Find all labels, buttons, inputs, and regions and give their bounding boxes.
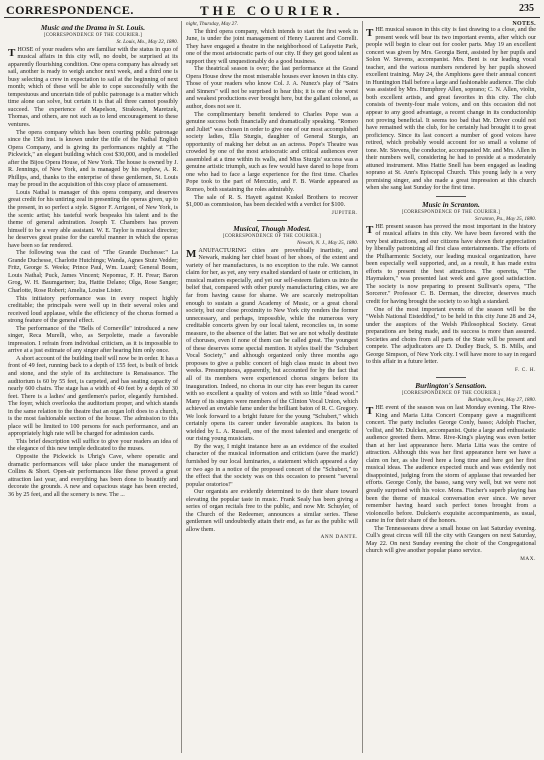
signature: JUPITER. — [331, 209, 358, 216]
article-title: Music in Scranton. — [422, 200, 480, 210]
article-subtitle: [CORRESPONDENCE OF THE COURIER.] — [43, 33, 143, 38]
article-dateline: Scranton, Pa., May 25, 1880. — [475, 216, 536, 223]
article-subtitle: [CORRESPONDENCE OF THE COURIER.] — [401, 391, 501, 397]
drop-cap: T — [8, 46, 16, 59]
signature: ANN DANTE. — [320, 534, 358, 541]
paragraph: MANUFACTURING cities are proverbially inartistic, and Newark, making her chief boast of her shoes, of the extent and variety of her manufactures, is no exception to the rule. We cannot claim for her, as yet, any very exalted standard of taste or criticism, in musical matters especially, and yet our self-esteem flatters us into the belief that, compared with other purely manufacturing cities, we are far from having cause for shame. We are scarcely metropolitan enough to sustain a grand Academy of Music, or a great choral society, but our close proximity to New York city renders the former unnecessary, and perhaps, impossible, while the numerous very creditable concerts given by our local talent, reconciles us, in some measure, to the absence of the latter. But we are not wholly destitute of choruses, even if none of them can be called great. The youngest of these deserves some special mention. It styles itself the "Schubert Vocal Society," and although organized only three months ago proposes to give a public concert of high class music in about two weeks. Presumptuous, apparently, but accounted for by the fact that all of its members were experienced chorus singers before its inauguration. Indeed, no chorus in our city has ever begun its career with so excellent a quality of voices and with so little "dead wood." Many of its singers were members of the Clinton Vocal Union, which achieved an enviable fame under the brilliant baton of R. C. Gregory. We look forward to a bright future for the young "Schubert," which certainly opens its career under favorable auspices. Its baton is wielded by L. A. Russell, one of the most talented and energetic of our rising young musicians. — [186, 247, 358, 443]
drop-cap: T — [366, 223, 374, 236]
drop-cap: T — [366, 27, 374, 39]
divider — [257, 220, 287, 221]
article-title: Music and the Drama in St. Louis. — [40, 23, 146, 32]
article-subtitle: [CORRESPONDENCE OF THE COURIER.] — [401, 210, 501, 216]
paragraph: One of the most important events of the season will be the "Welsh National Eisteddfod," to be held in this city June 28 and 24, under the auspices of the Welsh Philosophical Society. Great preparations are being made, and its success is more than assured. Societies and choirs from all parts of the State will be present and compete. The adjudicators are D. Dudley Buck, S. B. Mills, and George Simpson, of New York city. I will have more to say in regard to this affair in a future letter. — [366, 306, 536, 366]
column-right — [366, 21, 536, 757]
column-middle — [186, 21, 358, 757]
paragraph: The opera company which has been courting public patronage since the 15th inst. is known under the title of the Nathal English Opera Company, and is giving its performances nightly at "The Pickwick," an elegant building which cost $30,000, and is modelled after the Bijou Opera House, of New York. The house is owned by J. R. Jennings, of New York, and is managed by his nephew, A. R. Phillips, and, thanks to the enterprise of these gentlemen, St. Louis may be proud in the acquisition of this cosy place of amusement. — [8, 129, 178, 189]
paragraph: THE event of the season was on last Monday evening. The Rive-King and Maria Litta Concert Company gave a magnificent concert. The party includes George Conly, basso; Adolph Fischer, 'cellist, and Mr. Dulcken, accompanist. Quite a large and enthusiastic audience greeted them. Mme. Rive-King's playing was even better than at her last appearance here. Maria Litta was the centre of attraction. Although this was her first appearance here we have a claim on her, as she lived here a long time and here got her first musical ideas. The audience expected much and was evidently not disappointed, judging from the storm of applause that rewarded her efforts. George Conly, the basso, sang very well, but we were not greatly surprised with his voice. Mons. Fischer's superb playing has been the theme of musical conversation ever since. We never remember having heard such perfect tones brought from a violoncello before. Dulcken's exquisite accompaniments, as usual, came in for their share of the honors. — [366, 404, 536, 525]
paragraph: The theatrical season is over; the last performance at the Grand Opera House drew the most miserable houses ever known in this city. Those of your readers who know Col. J. A. Nunez's play of "Sairs and Sinners" will not be surprised to hear this; it is one of the worst and weakest productions ever brought here, but the gallant colonel, as author, does not see it. — [186, 66, 358, 110]
paragraph: The sale of R. S. Hayett against Kuskel Brothers to recover $1,000 as commission, has been decided with a verdict for $100. — [186, 194, 358, 209]
page-number: 235 — [519, 3, 534, 14]
column-left — [8, 21, 178, 757]
article-dateline: St. Louis, Mo., May 22, 1880. — [116, 39, 178, 45]
paragraph: The following was the cast of "The Grande Duchesse:" La Grande Duchesse, Charlotte Hutchings; Wanda, Agnes Stutz Vedder; Fritz, George S. Weeks; Prince Paul, Wm. Luard; General Boum, Louis Nathal; Puck, James Vincent; Nepomuc, F. H. Frear; Baron Grog, W. H. Baumgartner; Iza, Hattie Delano; Olga, Rose Sanger; Charlotte, Rose Robert; Amelia, Louise Lister. — [8, 250, 178, 294]
paragraph: This initiatory performance was in every respect highly creditable; the principals were well up in their several roles and received loud applause, while the efficiency of the chorus formed a strong feature of the general effect. — [8, 295, 178, 325]
drop-cap: T — [366, 404, 374, 417]
masthead-rule — [4, 17, 540, 18]
column-divider — [181, 21, 182, 753]
paragraph: The third opera company, which intends to start the first week in June, is under the joint management of Henry Laurent and Correlli. They have engaged a theatre in the neighborhood of Lafayette Park, one of the most aristocratic parts of our city. If they get good talent as support they will unquestionably do a good business. — [186, 28, 358, 65]
paragraph: THE musical season in this city is fast drawing to a close, and the present week will bear its two important events, after which our people will begin to clear out for cooler parts. May 19 an excellent concert was given by Mrs. Georgia Bent, assisted by her pupils and Solon W. Stevens, accompanist. Mrs. Bent is our leading vocal teacher, and the various numbers rendered by her pupils showed excellent training. May 24, the Amphions gave their annual concert in Huntington Hall before a large and fashionable audience. The club was assisted by Mrs. Humphrey Allen, soprano; C. N. Allen, violin, both excellent artists, and great favorites in this city. The club consists of twenty-four male voices, and on this occasion did not appear to any good advantage, a recent change in its conductorship not proving beneficial. It seems too bad that Mr. Driver could not have remained with the club, for he certainly had brought it to great proficiency. Since its last concert a number of good voices have retired, which probably would account for so small a volume of tone. Mr. Stevens, the conductor, accompanied Mr. and Mrs. Allen in their numbers well, considering he had to preside at a moderately attuned instrument. Miss Hattie Snell has been engaged as leading soprano at St. Ann's Episcopal Church. This young lady is a very promising singer, and she made a great impression at this church when she sang last Sunday for the first time. — [366, 27, 536, 192]
top-dateline: night, Thursday, May 27. — [186, 21, 239, 27]
paragraph: Louis Nathal is manager of this opera company, and deserves great credit for his untiring zeal in presenting the operas given, up to the present, in so perfect a style. Signor F. Arrigoni, of New York, is the scenic artist; his tasteful work bespeaks his talent and is the theme of general admiration. Joseph T. Chambers has proven himself to be a very able assistant. W. E. Taylor is musical director; he deserves great praise for the careful manner in which the operas have been so far rendered. — [8, 189, 178, 249]
paragraph: By the way, I might instance here as an evidence of the exalted character of the musical information and criticism (save the mark!) furnished by our local luminaries, a statement which appeared a day or two ago in a notice of the proposed concert of the "Schubert," to the effect that the society was on this occasion to present "several popular oratorios!" — [186, 443, 358, 488]
column-divider — [362, 21, 363, 753]
article-title: Musical, Though Modest. — [233, 224, 311, 234]
article-title: Burlington's Sensation. — [415, 381, 487, 391]
paragraph: The complimentary benefit tendered to Charles Pope was a genuine success both financially and dramatically speaking. "Romeo and Juliet" was chosen in order to give one of our most accomplished society ladies, Ella Sturgis, daughter of General Sturgis, an opportunity of making her debut as an actress. Pope's Theatre was crowded by one of the most aristocratic and critical audiences ever assembled at a time within its walls, and Miss Sturgis' success was a genuine artistic triumph, such as few would have dared to hope from one who had to face a large experience for the first time. Charles Pope took to the part of Mercutio, and F. B. Warde appeared as Romeo, both sustaining the roles admirably. — [186, 111, 358, 193]
paragraph: THOSE of your readers who are familiar with the status in quo of musical affairs in this city will, no doubt, be surprised at its apparently flourishing condition. One opera company has already set sail, another is ready to weigh anchor next week, and a third one is busy selecting a crew in expectation to sail at the beginning of next month; which of these will be able to cope successfully with the tempestuous and uncertain tide of public patronage is a matter which time alone can solve, but certain it is that all three cannot possibly succeed. The experience of Mapelson, Strakosch, Maretzek, Thomas, and others, are not such as to lend encouragement to these ventures. — [8, 46, 178, 128]
divider — [436, 196, 466, 197]
paragraph: Opposite the Pickwick is Uhrig's Cave, where operatic and dramatic performances will take place under the management of Collins & Short. Open-air performances like these proved a great attraction last year, and everything has been done to beautify and decorate the grounds. A new and capacious stage has been erected, 36 by 25 feet, and all the scenery is new. The ... — [8, 454, 178, 498]
paragraph: THE present season has proved the most important in the history of musical affairs in this city. We have been favored with the very best attractions, and our citizens have shown their appreciation by liberally patronizing all first class entertainments. The efforts of the Philharmonic Society, our leading musical organization, have been especially well supported, and, as a result, it has made extra efforts to present the best attractions. The operetta, "The Haymakers," was presented last week and gave good satisfaction. The society is now preparing to present Sullivan's opera, "The Sorcerer." Professor C. B. Derman, the director, deserves much credit for having brought the society to so high a standard. — [366, 223, 536, 305]
article-subtitle: [CORRESPONDENCE OF THE COURIER.] — [222, 234, 322, 240]
signature: MAX. — [520, 555, 536, 562]
article-dateline: Newark, N. J., May 25, 1880. — [297, 240, 358, 247]
masthead-title: THE COURIER. — [200, 3, 344, 18]
article-dateline: Burlington, Iowa, May 27, 1880. — [467, 397, 536, 404]
paragraph: This brief description will suffice to give your readers an idea of the elegance of this new temple dedicated to the muses. — [8, 438, 178, 453]
masthead-correspondence: CORRESPONDENCE. — [6, 3, 134, 17]
signature: F. C. H. — [515, 366, 536, 373]
paragraph: The Tennesseeans drew a small house on last Saturday evening. Cull's great circus will fill the city with Grangers on next Saturday, May 22. On next Sunday evening the choir of the Congregational church will give another popular piano service. — [366, 525, 536, 555]
paragraph: The performance of the "Bells of Corneville" introduced a new singer, Reca Murelli, who, as Serpolette, made a favorable impression. I refrain from individual criticism, as it is impossible to arrive at a just estimate of any singer after hearing him only once. — [8, 325, 178, 355]
paragraph: Our organists are evidently determined to do their share toward elevating the popular taste in music. Frank Sealy has been giving a series of organ recitals free to the public, and now Mr. Schuyler, of the Church of the Redeemer, announces a similar series. These gentlemen will undoubtedly attain their end, as far as the public will allow them. — [186, 489, 358, 533]
divider — [436, 377, 466, 378]
paragraph: A short account of the building itself will now be in order. It has a front of 49 feet, running back to a depth of 155 feet, is built of brick and stone, and the style of its architecture is Renaissance. The auditorium is 60 by 55 feet, is carpeted, and has seating capacity of nearly 600 chairs. The stage has a width of 40 feet by a depth of 30 feet. There is a ladies' and gentlemen's parlor, elegantly furnished. The foyer, which overlooks the auditorium proper, and which stands in the same relation to the theatre that an organ loft does to a church, is the most fashionable section of the house. The admission to this place will be limited to 100 persons for each performance, and an appropriately high rate will be charged for admission cards. — [8, 355, 178, 438]
drop-cap: M — [186, 247, 197, 260]
notes-label: NOTES. — [512, 21, 536, 27]
